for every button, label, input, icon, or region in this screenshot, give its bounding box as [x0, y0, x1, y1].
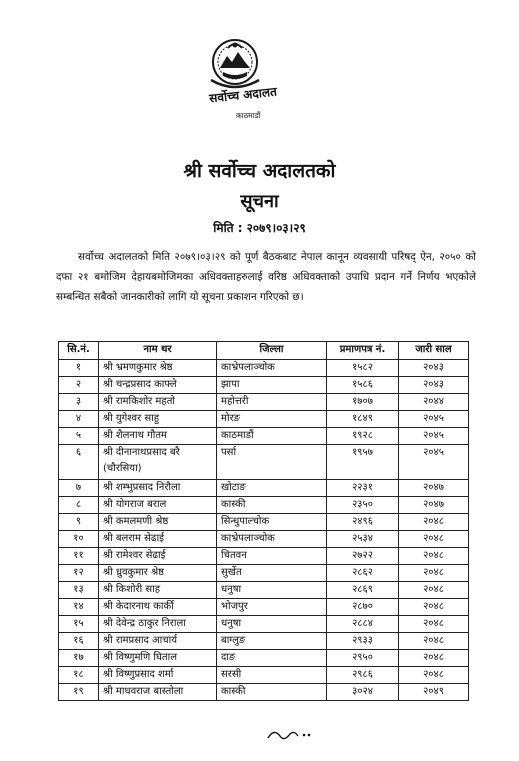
cell-district: काभ्रेपलाञ्चोक — [217, 360, 327, 377]
table-row — [59, 480, 469, 497]
table-header-row — [59, 342, 469, 360]
cell-name: श्री रामप्रसाद आचार्य — [99, 633, 217, 650]
cell-year: २०४७ — [399, 497, 469, 514]
cell-sn: १० — [59, 531, 99, 548]
header-name: नाम थर — [99, 342, 217, 360]
table-row — [59, 667, 469, 684]
cell-district: कास्की — [217, 684, 327, 701]
cell-name: श्री विष्णुमणि घिताल — [99, 650, 217, 667]
cell-name: श्री माधवराज बास्तोला — [99, 684, 217, 701]
cell-district: मोरङ — [217, 411, 327, 428]
cell-year: २०४८ — [399, 565, 469, 582]
cell-year: २०४५ — [399, 411, 469, 428]
table-row — [59, 394, 469, 411]
table-row — [59, 411, 469, 428]
cell-year: २०४८ — [399, 531, 469, 548]
cell-name: श्री रामकिशोर महतो — [99, 394, 217, 411]
cell-year: २०४५ — [399, 445, 469, 480]
table-row — [59, 377, 469, 394]
cell-district: काभ्रेपलाञ्चोक — [217, 531, 327, 548]
cell-sn: ५ — [59, 428, 99, 445]
header-year: जारी साल — [399, 342, 469, 360]
cell-certificate: २८६९ — [327, 582, 399, 599]
cell-certificate: १८४९ — [327, 411, 399, 428]
cell-name: श्री देवेन्द्र ठाकुर निराला — [99, 616, 217, 633]
cell-year: २०४३ — [399, 360, 469, 377]
cell-name: श्री ध्रुवकुमार श्रेष्ठ — [99, 565, 217, 582]
cell-year: २०४८ — [399, 582, 469, 599]
cell-certificate: २९८६ — [327, 667, 399, 684]
cell-district: दाङ — [217, 650, 327, 667]
table-row — [59, 497, 469, 514]
cell-sn: ३ — [59, 394, 99, 411]
cell-district: झापा — [217, 377, 327, 394]
cell-name: श्री शम्भुप्रसाद निरौला — [99, 480, 217, 497]
cell-certificate: १५८२ — [327, 360, 399, 377]
table-row — [59, 684, 469, 701]
cell-sn: ७ — [59, 480, 99, 497]
cell-district: बाग्लुङ — [217, 633, 327, 650]
cell-district: कास्की — [217, 497, 327, 514]
court-city: काठमाडौं — [236, 111, 261, 120]
cell-district: सरसी — [217, 667, 327, 684]
cell-sn: ९ — [59, 514, 99, 531]
cell-year: २०४८ — [399, 599, 469, 616]
cell-name: श्री योगराज बराल — [99, 497, 217, 514]
table-row — [59, 428, 469, 445]
cell-sn: १७ — [59, 650, 99, 667]
table-row — [59, 582, 469, 599]
cell-year: २०४५ — [399, 428, 469, 445]
cell-certificate: २७२२ — [327, 548, 399, 565]
cell-year: २०४८ — [399, 650, 469, 667]
cell-name: श्री भ्रमणकुमार श्रेष्ठ — [99, 360, 217, 377]
table-row — [59, 616, 469, 633]
table-row — [59, 514, 469, 531]
table-row — [59, 599, 469, 616]
cell-year: २०४८ — [399, 548, 469, 565]
header-sn: सि.नं. — [59, 342, 99, 360]
table-row — [59, 445, 469, 480]
cell-name: श्री दीनानाथप्रसाद बरै (चौरसिया) — [99, 445, 217, 480]
cell-certificate: २३५० — [327, 497, 399, 514]
cell-certificate: ३०२४ — [327, 684, 399, 701]
cell-name: श्री रामेश्वर सेढाई — [99, 548, 217, 565]
cell-certificate: २८६२ — [327, 565, 399, 582]
cell-sn: १४ — [59, 599, 99, 616]
cell-sn: १५ — [59, 616, 99, 633]
notice-subheading: सूचना — [240, 191, 279, 212]
cell-sn: १ — [59, 360, 99, 377]
cell-sn: ६ — [59, 445, 99, 480]
cell-district: खोटाङ — [217, 480, 327, 497]
table-row — [59, 531, 469, 548]
signature-mark — [264, 724, 314, 746]
cell-sn: ४ — [59, 411, 99, 428]
cell-year: २०४४ — [399, 394, 469, 411]
cell-year: २०४३ — [399, 377, 469, 394]
notice-date: मिति : २०७९।०३।२९ — [213, 221, 306, 235]
cell-sn: ११ — [59, 548, 99, 565]
cell-year: २०४८ — [399, 514, 469, 531]
cell-certificate: १९२८ — [327, 428, 399, 445]
cell-sn: २ — [59, 377, 99, 394]
cell-district: धनुषा — [217, 582, 327, 599]
header-district: जिल्ला — [217, 342, 327, 360]
cell-certificate: २५३४ — [327, 531, 399, 548]
cell-year: २०४७ — [399, 480, 469, 497]
table-row — [59, 650, 469, 667]
cell-name: श्री शैलनाथ गौतम — [99, 428, 217, 445]
cell-name: श्री चन्द्रप्रसाद काफ्ले — [99, 377, 217, 394]
cell-sn: १३ — [59, 582, 99, 599]
cell-name: श्री विष्णुप्रसाद शर्मा — [99, 667, 217, 684]
cell-certificate: २८८४ — [327, 616, 399, 633]
cell-sn: १६ — [59, 633, 99, 650]
cell-district: चितवन — [217, 548, 327, 565]
cell-district: काठमाडौं — [217, 428, 327, 445]
table-row — [59, 548, 469, 565]
notice-paragraph: सर्वोच्च अदालतको मिति २०७९।०३।२९ को पूर्ण बैठकबाट नेपाल कानून व्यवसायी परिषद् ऐन, २०५० को दफा २१ बमोजिम देहायबमोजिमका अधिवक्ताहरुलाई वरिष्ठ अधिवक्ताको उपाधि प्रदान गर्ने निर्णय भएकोले सम्बन्धित सबैको जानकारीको लागि यो सूचना प्रकाशन गरिएको छ। — [56, 251, 476, 303]
cell-district: पर्सा — [217, 445, 327, 480]
court-name: सर्वोच्च अदालत — [208, 84, 278, 106]
cell-certificate: २८७० — [327, 599, 399, 616]
cell-year: २०४८ — [399, 633, 469, 650]
cell-name: श्री युगेश्वर साहु — [99, 411, 217, 428]
cell-name: श्री कमलमणी श्रेष्ठ — [99, 514, 217, 531]
cell-year: २०४८ — [399, 616, 469, 633]
cell-certificate: १५८६ — [327, 377, 399, 394]
cell-district: सुर्खेत — [217, 565, 327, 582]
cell-certificate: २२३१ — [327, 480, 399, 497]
cell-certificate: २९३३ — [327, 633, 399, 650]
advocate-table — [58, 341, 469, 701]
cell-sn: १९ — [59, 684, 99, 701]
cell-certificate: १९५७ — [327, 445, 399, 480]
cell-sn: १८ — [59, 667, 99, 684]
cell-certificate: २९५० — [327, 650, 399, 667]
header-certificate: प्रमाणपत्र नं. — [327, 342, 399, 360]
cell-year: २०४९ — [399, 684, 469, 701]
cell-certificate: १७०७ — [327, 394, 399, 411]
cell-certificate: २४९६ — [327, 514, 399, 531]
cell-name: श्री केदारनाथ कार्की — [99, 599, 217, 616]
cell-district: धनुषा — [217, 616, 327, 633]
cell-district: सिन्धुपाल्चोक — [217, 514, 327, 531]
table-row — [59, 633, 469, 650]
cell-name: श्री बलराम सेढाई — [99, 531, 217, 548]
notice-body — [56, 247, 476, 307]
cell-sn: ८ — [59, 497, 99, 514]
table-row — [59, 360, 469, 377]
cell-district: भोजपुर — [217, 599, 327, 616]
cell-sn: १२ — [59, 565, 99, 582]
cell-name: श्री किशोरी साह — [99, 582, 217, 599]
cell-district: महोत्तरी — [217, 394, 327, 411]
notice-heading: श्री सर्वोच्च अदालतको — [183, 160, 336, 182]
table-row — [59, 565, 469, 582]
cell-year: २०४८ — [399, 667, 469, 684]
